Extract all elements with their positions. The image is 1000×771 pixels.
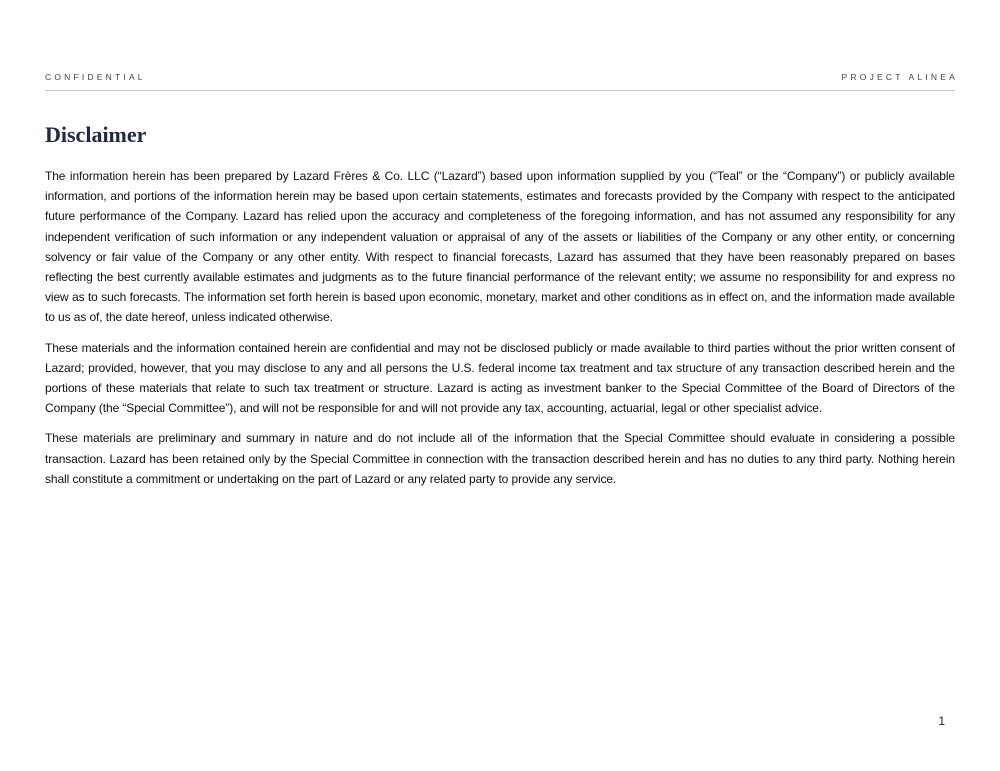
project-name-label: PROJECT ALINEA: [841, 72, 958, 82]
disclaimer-paragraph-2: These materials and the information contained herein are confidential and may not be disclosed publicly or made available to third parties without the prior written consent of Lazard; provided, however, that you may disclose to any and all persons the U.S. federal income tax treatment and tax structure of any transaction described herein and the portions of these materials that relate to such tax treatment or structure. Lazard is acting as investment banker to the Special Committee of the Board of Directors of the Company (the “Special Committee”), and will not be responsible for and will not provide any tax, accounting, actuarial, legal or other specialist advice.: [45, 340, 955, 416]
page-header: [45, 72, 958, 91]
page-number: 1: [938, 714, 945, 728]
disclaimer-paragraph-1: The information herein has been prepared by Lazard Frères & Co. LLC (“Lazard”) based upon information supplied by you (“Teal” or the “Company”) or publicly available information, and portions of the information herein may be based upon certain statements, estimates and forecasts provided by the Company with respect to the anticipated future performance of the Company. Lazard has relied upon the accuracy and completeness of the foregoing information, and has not assumed any responsibility for any independent verification of such information or any independent valuation or appraisal of any of the assets or liabilities of the Company or any other entity, or concerning solvency or fair value of the Company or any other entity. With respect to financial forecasts, Lazard has assumed that they have been reasonably prepared on bases reflecting the best currently available estimates and judgments as to the future financial performance of the relevant entity; we assume no responsibility for and express no view as to such forecasts. The information set forth herein is based upon economic, monetary, market and other conditions as in effect on, and the information made available to us as of, the date hereof, unless indicated otherwise.: [45, 169, 955, 325]
disclaimer-body: [45, 166, 955, 499]
confidential-label: CONFIDENTIAL: [45, 72, 146, 82]
page-title: Disclaimer: [45, 122, 147, 147]
disclaimer-paragraph-3: These materials are preliminary and summary in nature and do not include all of the information that the Special Committee should evaluate in considering a possible transaction. Lazard has been retained only by the Special Committee in connection with the transaction described herein and has no duties to any third party. Nothing herein shall constitute a commitment or undertaking on the part of Lazard or any related party to provide any service.: [45, 431, 955, 486]
